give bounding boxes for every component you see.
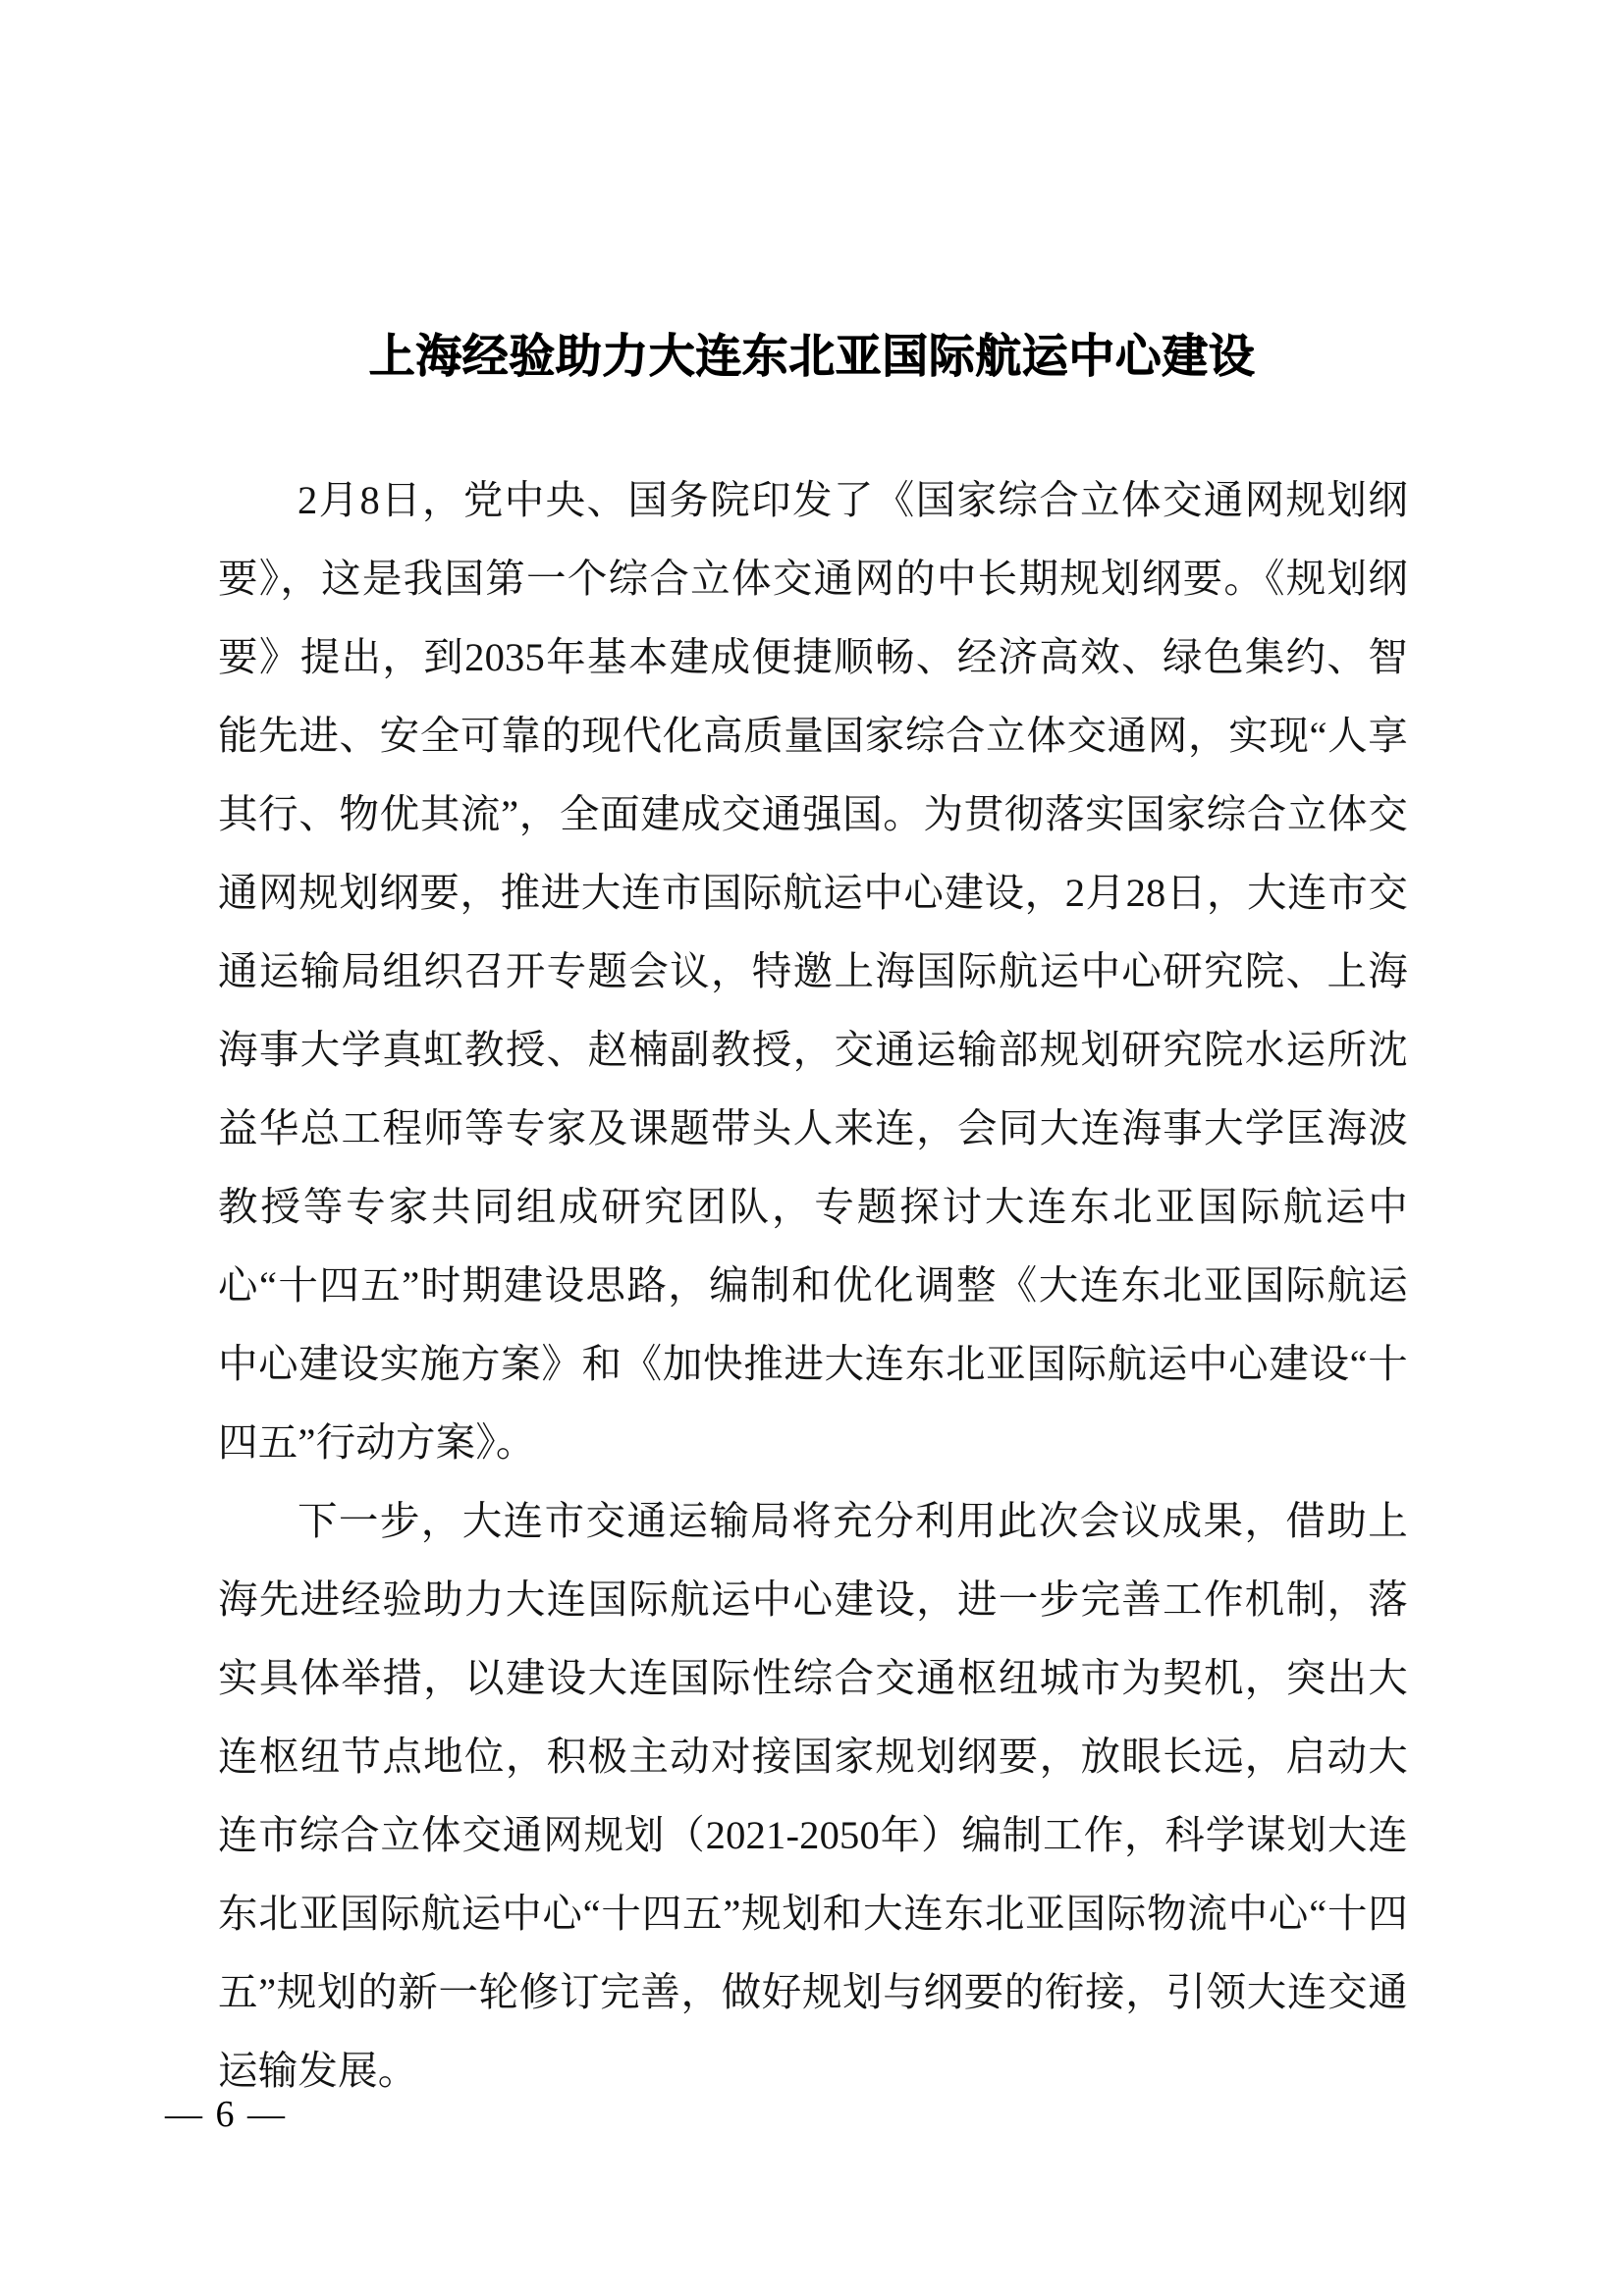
page-title: 上海经验助力大连东北亚国际航运中心建设	[368, 332, 1256, 384]
document-body	[218, 461, 1408, 2110]
body-paragraph-1: 2月8日，党中央、国务院印发了《国家综合立体交通网规划纲要》，这是我国第一个综合立体交通网的中长期规划纲要。《规划纲要》提出，到2035年基本建成便捷顺畅、经济高效、绿色集约、智能先进、安全可靠的现代化高质量国家综合立体交通网，实现“人享其行、物优其流”，全面建成交通强国。为贯彻落实国家综合立体交通网规划纲要，推进大连市国际航运中心建设，2月28日，大连市交通运输局组织召开专题会议，特邀上海国际航运中心研究院、上海海事大学真虹教授、赵楠副教授，交通运输部规划研究院水运所沈益华总工程师等专家及课题带头人来连，会同大连海事大学匡海波教授等专家共同组成研究团队，专题探讨大连东北亚国际航运中心“十四五”时期建设思路，编制和优化调整《大连东北亚国际航运中心建设实施方案》和《加快推进大连东北亚国际航运中心建设“十四五”行动方案》。	[218, 478, 1408, 1465]
page-number-footer: — 6 —	[165, 2094, 287, 2135]
body-paragraph-2: 下一步，大连市交通运输局将充分利用此次会议成果，借助上海先进经验助力大连国际航运中心建设，进一步完善工作机制，落实具体举措，以建设大连国际性综合交通枢纽城市为契机，突出大连枢纽节点地位，积极主动对接国家规划纲要，放眼长远，启动大连市综合立体交通网规划（2021-2050年）编制工作，科学谋划大连东北亚国际航运中心“十四五”规划和大连东北亚国际物流中心“十四五”规划的新一轮修订完善，做好规划与纲要的衔接，引领大连交通运输发展。	[218, 1499, 1408, 2093]
